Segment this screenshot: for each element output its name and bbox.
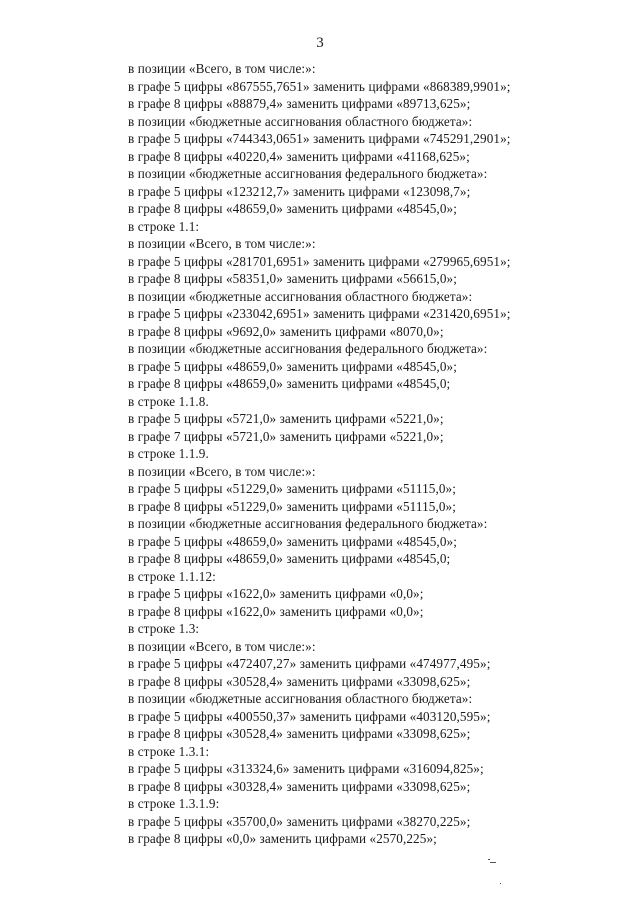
text-line: в графе 8 цифры «1622,0» заменить цифрами «0,0»; [128, 603, 424, 619]
text-line: в графе 8 цифры «30328,4» заменить цифрами «33098,625»; [128, 778, 471, 794]
text-line: в позиции «Всего, в том числе:»: [128, 61, 316, 76]
text-line: в графе 5 цифры «400550,37» заменить цифрами «403120,595»; [128, 708, 491, 724]
text-line: в строке 1.3: [128, 621, 200, 636]
text-line: в графе 8 цифры «30528,4» заменить цифрами «33098,625»; [128, 673, 471, 689]
text-line: в позиции «бюджетные ассигнования федерального бюджета»: [128, 166, 488, 181]
text-line: в графе 5 цифры «51229,0» заменить цифрами «51115,0»; [128, 481, 457, 496]
text-line: в позиции «Всего, в том числе:»: [128, 638, 316, 654]
text-line: в графе 5 цифры «472407,27» заменить цифрами «474977,495»; [128, 656, 491, 671]
text-line: в графе 5 цифры «5721,0» заменить цифрами «5221,0»; [128, 411, 444, 426]
text-line: в графе 5 цифры «1622,0» заменить цифрами «0,0»; [128, 586, 424, 601]
text-line: в графе 8 цифры «9692,0» заменить цифрами «8070,0»; [128, 323, 444, 339]
text-line: в графе 5 цифры «867555,7651» заменить цифрами «868389,9901»; [128, 78, 511, 94]
text-line: в графе 8 цифры «48659,0» заменить цифрами «48545,0»; [128, 201, 457, 216]
scan-mark [490, 862, 496, 863]
text-line: в позиции «бюджетные ассигнования областного бюджета»: [128, 691, 473, 706]
text-line: в графе 8 цифры «40220,4» заменить цифрами «41168,625»; [128, 148, 470, 164]
text-line: в строке 1.3.1.9: [128, 796, 220, 811]
text-line: в графе 5 цифры «744343,0651» заменить цифрами «745291,2901»; [128, 131, 511, 146]
text-line: в строке 1.1: [128, 218, 200, 234]
text-line: в позиции «Всего, в том числе:»: [128, 236, 316, 251]
text-line: в графе 5 цифры «313324,6» заменить цифрами «316094,825»; [128, 761, 484, 776]
text-line: в строке 1.1.9. [128, 446, 209, 461]
document-body [128, 60, 608, 848]
text-line: в графе 8 цифры «30528,4» заменить цифрами «33098,625»; [128, 726, 471, 741]
text-line: в позиции «бюджетные ассигнования областного бюджета»: [128, 288, 473, 304]
text-line: в графе 8 цифры «48659,0» заменить цифрами «48545,0; [128, 551, 451, 566]
text-line: в графе 8 цифры «58351,0» заменить цифрами «56615,0»; [128, 271, 457, 286]
scan-mark [488, 859, 490, 860]
text-line: в графе 8 цифры «48659,0» заменить цифрами «48545,0; [128, 376, 451, 391]
page-number: 3 [316, 35, 324, 51]
text-line: в графе 5 цифры «48659,0» заменить цифрами «48545,0»; [128, 533, 457, 549]
text-line: в позиции «Всего, в том числе:»: [128, 463, 316, 479]
text-line: в строке 1.3.1: [128, 743, 210, 759]
text-line: в графе 5 цифры «281701,6951» заменить цифрами «279965,6951»; [128, 253, 511, 269]
text-line: в позиции «бюджетные ассигнования федерального бюджета»: [128, 516, 488, 531]
text-line: в графе 8 цифры «0,0» заменить цифрами «2570,225»; [128, 831, 437, 846]
text-line: в графе 5 цифры «35700,0» заменить цифрами «38270,225»; [128, 813, 471, 829]
text-line: в позиции «бюджетные ассигнования областного бюджета»: [128, 113, 473, 129]
scan-mark [500, 883, 501, 884]
text-line: в графе 5 цифры «123212,7» заменить цифрами «123098,7»; [128, 183, 471, 199]
text-line: в позиции «бюджетные ассигнования федерального бюджета»: [128, 341, 488, 356]
text-line: в графе 7 цифры «5721,0» заменить цифрами «5221,0»; [128, 428, 444, 444]
text-line: в графе 5 цифры «233042,6951» заменить цифрами «231420,6951»; [128, 306, 511, 321]
text-line: в графе 8 цифры «51229,0» заменить цифрами «51115,0»; [128, 498, 457, 514]
text-line: в строке 1.1.8. [128, 393, 209, 409]
text-line: в строке 1.1.12: [128, 568, 216, 584]
text-line: в графе 8 цифры «88879,4» заменить цифрами «89713,625»; [128, 96, 471, 111]
text-line: в графе 5 цифры «48659,0» заменить цифрами «48545,0»; [128, 358, 457, 374]
